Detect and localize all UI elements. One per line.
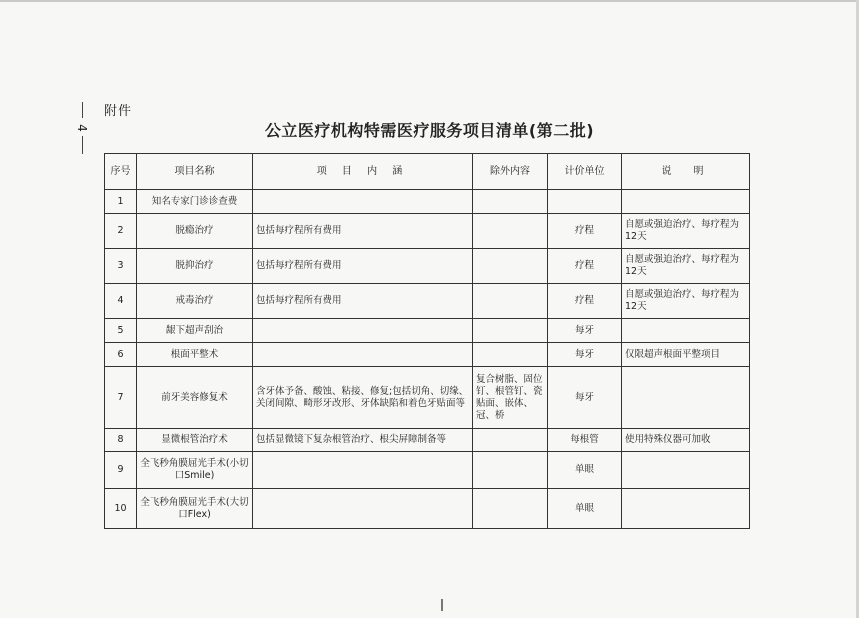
cell-content: 包括每疗程所有费用 xyxy=(253,249,473,284)
table-row xyxy=(105,214,750,249)
cell-note: 自愿或强迫治疗、每疗程为12天 xyxy=(622,284,750,319)
document-title: 公立医疗机构特需医疗服务项目清单(第二批) xyxy=(264,121,595,140)
cell-content xyxy=(253,190,473,214)
cell-no: 8 xyxy=(105,429,137,452)
cell-exclude xyxy=(473,452,548,489)
header-name: 项目名称 xyxy=(137,154,253,190)
cell-unit: 每根管 xyxy=(548,429,622,452)
cell-content xyxy=(253,452,473,489)
cell-name: 全飞秒角膜屈光手术(大切口Flex) xyxy=(137,489,253,529)
cell-exclude xyxy=(473,190,548,214)
cell-note xyxy=(622,489,750,529)
cell-no: 5 xyxy=(105,319,137,343)
cell-no: 10 xyxy=(105,489,137,529)
cell-unit: 每牙 xyxy=(548,367,622,429)
cell-exclude xyxy=(473,249,548,284)
cell-note xyxy=(622,190,750,214)
cell-content xyxy=(253,489,473,529)
cell-exclude xyxy=(473,319,548,343)
table-row xyxy=(105,489,750,529)
cell-no: 6 xyxy=(105,343,137,367)
cell-unit: 每牙 xyxy=(548,319,622,343)
cell-content xyxy=(253,343,473,367)
table-row xyxy=(105,367,750,429)
cell-unit: 单眼 xyxy=(548,489,622,529)
cell-name: 全飞秒角膜屈光手术(小切口Smile) xyxy=(137,452,253,489)
cell-no: 4 xyxy=(105,284,137,319)
cell-note xyxy=(622,319,750,343)
cell-name: 显微根管治疗术 xyxy=(137,429,253,452)
attachment-label: 附件 xyxy=(104,104,133,119)
cell-no: 3 xyxy=(105,249,137,284)
cell-content: 包括每疗程所有费用 xyxy=(253,214,473,249)
header-no: 序号 xyxy=(105,154,137,190)
cell-note: 自愿或强迫治疗、每疗程为12天 xyxy=(622,249,750,284)
cell-no: 9 xyxy=(105,452,137,489)
table-row xyxy=(105,429,750,452)
table-row xyxy=(105,319,750,343)
table-row xyxy=(105,190,750,214)
cell-content: 包括显微镜下复杂根管治疗、根尖屏障制备等 xyxy=(253,429,473,452)
header-unit: 计价单位 xyxy=(548,154,622,190)
table-header-row xyxy=(105,154,750,190)
header-note: 说 明 xyxy=(622,154,750,190)
cell-unit xyxy=(548,190,622,214)
services-table xyxy=(104,153,750,529)
cell-name: 戒毒治疗 xyxy=(137,284,253,319)
header-content: 项 目 内 涵 xyxy=(253,154,473,190)
header-exclude: 除外内容 xyxy=(473,154,548,190)
cell-name: 知名专家门诊诊查费 xyxy=(137,190,253,214)
cell-exclude xyxy=(473,284,548,319)
cell-content: 含牙体予备、酸蚀、粘接、修复;包括切角、切缘、关闭间隙、畸形牙改形、牙体缺陷和着色牙贴面等 xyxy=(253,367,473,429)
cell-name: 脱抑治疗 xyxy=(137,249,253,284)
cell-no: 1 xyxy=(105,190,137,214)
table-row xyxy=(105,343,750,367)
cell-content: 包括每疗程所有费用 xyxy=(253,284,473,319)
cell-note xyxy=(622,452,750,489)
cell-exclude xyxy=(473,429,548,452)
cell-exclude xyxy=(473,489,548,529)
cell-note xyxy=(622,367,750,429)
scan-mark xyxy=(441,599,443,611)
cell-name: 根面平整术 xyxy=(137,343,253,367)
cell-unit: 疗程 xyxy=(548,249,622,284)
cell-name: 前牙美容修复术 xyxy=(137,367,253,429)
margin-rule-top xyxy=(82,102,83,118)
table-row xyxy=(105,284,750,319)
cell-note: 自愿或强迫治疗、每疗程为12天 xyxy=(622,214,750,249)
cell-unit: 疗程 xyxy=(548,214,622,249)
table-row xyxy=(105,452,750,489)
cell-no: 2 xyxy=(105,214,137,249)
cell-exclude xyxy=(473,343,548,367)
cell-no: 7 xyxy=(105,367,137,429)
cell-unit: 每牙 xyxy=(548,343,622,367)
cell-note: 仅限超声根面平整项目 xyxy=(622,343,750,367)
cell-unit: 疗程 xyxy=(548,284,622,319)
table-row xyxy=(105,249,750,284)
cell-note: 使用特殊仪器可加收 xyxy=(622,429,750,452)
cell-unit: 单眼 xyxy=(548,452,622,489)
cell-exclude xyxy=(473,214,548,249)
page-number: 4 xyxy=(75,124,89,132)
cell-name: 龈下超声刮治 xyxy=(137,319,253,343)
cell-content xyxy=(253,319,473,343)
cell-name: 脱瘾治疗 xyxy=(137,214,253,249)
cell-exclude: 复合树脂、固位钉、根管钉、瓷贴面、嵌体、冠、桥 xyxy=(473,367,548,429)
page-top-edge xyxy=(0,0,859,2)
